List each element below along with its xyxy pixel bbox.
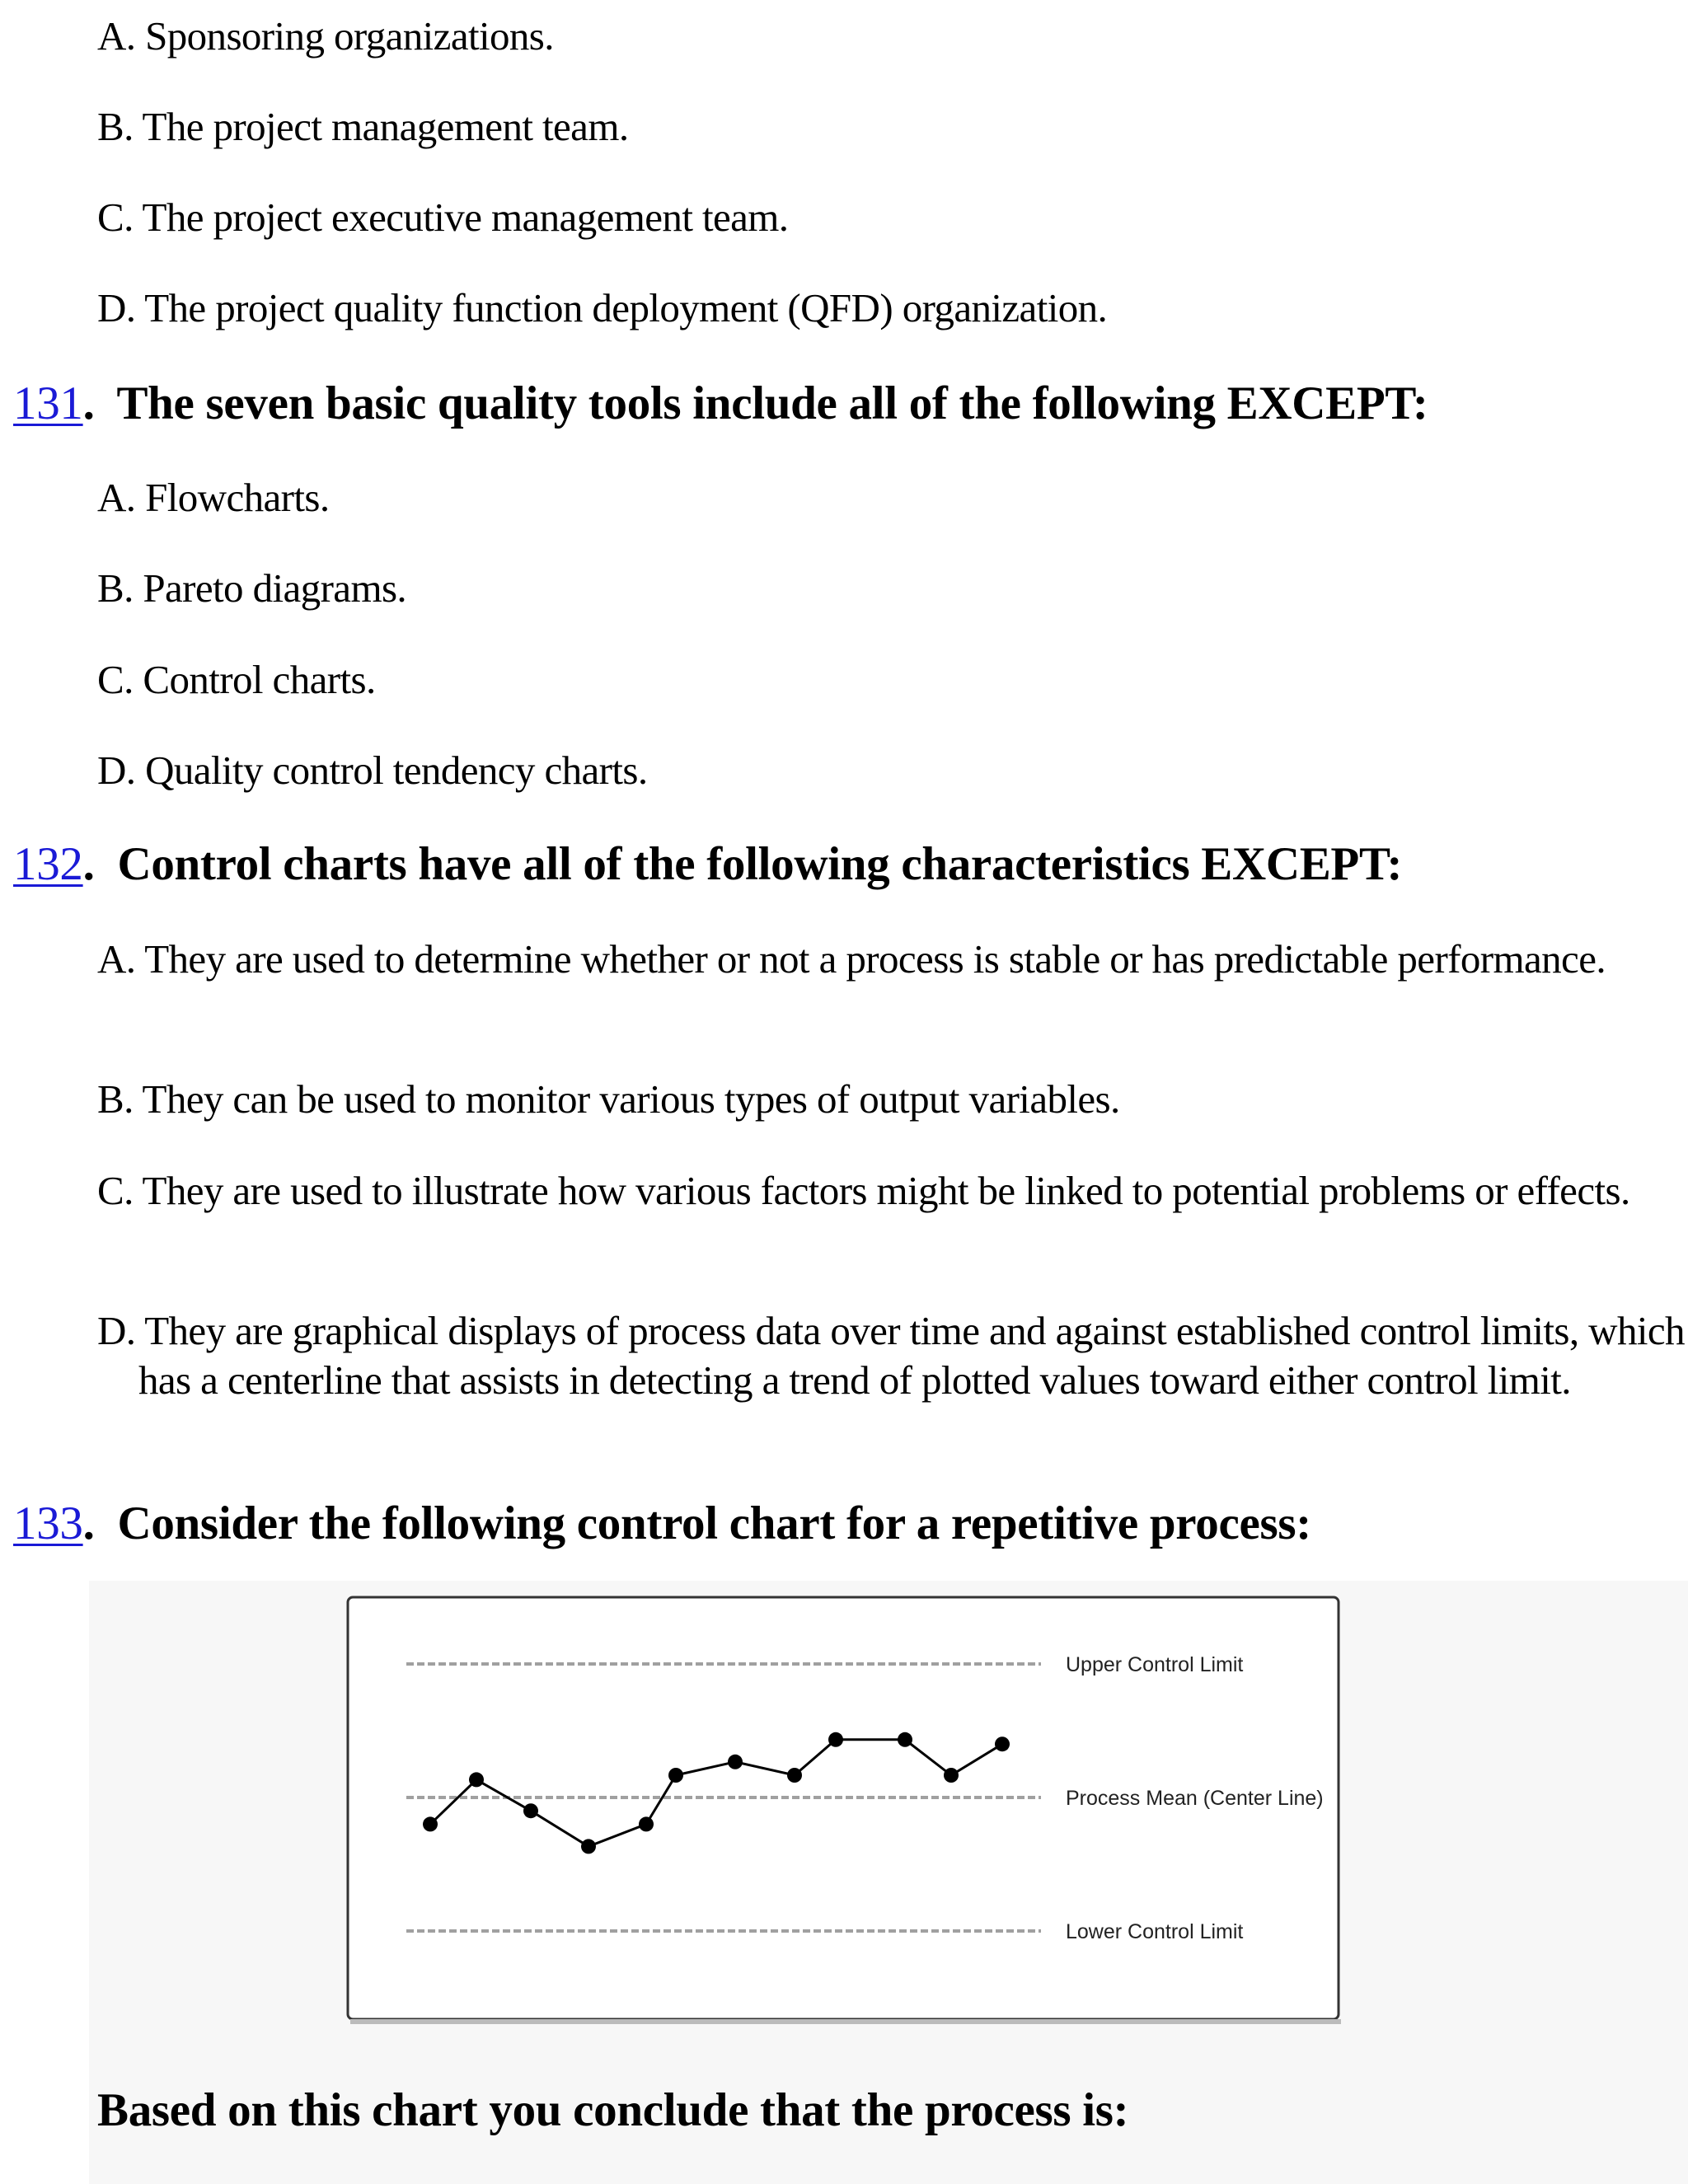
q130-option-b: B. The project management team. xyxy=(97,104,629,149)
data-point xyxy=(898,1732,912,1747)
q132-option-a: A. They are used to determine whether or not a process is stable or has predictable performance. xyxy=(97,936,1606,982)
q130-option-d: D. The project quality function deployment (QFD) organization. xyxy=(97,285,1108,330)
data-point xyxy=(639,1816,654,1831)
data-point xyxy=(423,1816,438,1831)
q132-heading: 132. Control charts have all of the following characteristics EXCEPT: xyxy=(13,838,1403,890)
q131-heading: 131. The seven basic quality tools include all of the following EXCEPT: xyxy=(13,377,1428,429)
q132-number-link[interactable]: 132 xyxy=(13,838,83,890)
data-point xyxy=(668,1768,683,1783)
q130-option-c: C. The project executive management team. xyxy=(97,194,789,240)
q131-text: The seven basic quality tools include all of the following EXCEPT: xyxy=(116,377,1428,429)
q133-conclusion: Based on this chart you conclude that the process is: xyxy=(97,2084,1129,2136)
q131-number-link[interactable]: 131 xyxy=(13,377,83,429)
control-limit-label: Lower Control Limit xyxy=(1066,1920,1244,1943)
q133-heading: 133. Consider the following control chart for a repetitive process: xyxy=(13,1497,1311,1549)
q131-option-a: A. Flowcharts. xyxy=(97,475,330,520)
control-limit-label: Upper Control Limit xyxy=(1066,1653,1244,1676)
q132-option-c: C. They are used to illustrate how various factors might be linked to potential problems or effects. xyxy=(97,1168,1630,1213)
data-point xyxy=(787,1768,802,1783)
data-point xyxy=(581,1839,596,1854)
data-point xyxy=(523,1803,538,1818)
q131-option-c: C. Control charts. xyxy=(97,657,376,702)
q131-option-b: B. Pareto diagrams. xyxy=(97,565,407,611)
q132-option-d: D. They are graphical displays of process data over time and against established control limits, which has a centerline that assists in detecting a trend of plotted values toward either control limit. xyxy=(97,1308,1685,1403)
data-point xyxy=(728,1755,743,1769)
q132-option-b: B. They can be used to monitor various types of output variables. xyxy=(97,1076,1120,1122)
control-limit-label: Process Mean (Center Line) xyxy=(1066,1787,1324,1810)
data-point xyxy=(469,1772,484,1787)
chart-frame-shadow xyxy=(350,2019,1341,2024)
data-point xyxy=(995,1736,1010,1751)
q133-text: Consider the following control chart for a repetitive process: xyxy=(117,1497,1311,1549)
q130-option-a: A. Sponsoring organizations. xyxy=(97,13,554,59)
data-point xyxy=(828,1732,843,1747)
q131-option-d: D. Quality control tendency charts. xyxy=(97,748,648,793)
q133-number-link[interactable]: 133 xyxy=(13,1497,83,1549)
data-point xyxy=(944,1768,959,1783)
q132-text: Control charts have all of the following characteristics EXCEPT: xyxy=(117,838,1403,890)
